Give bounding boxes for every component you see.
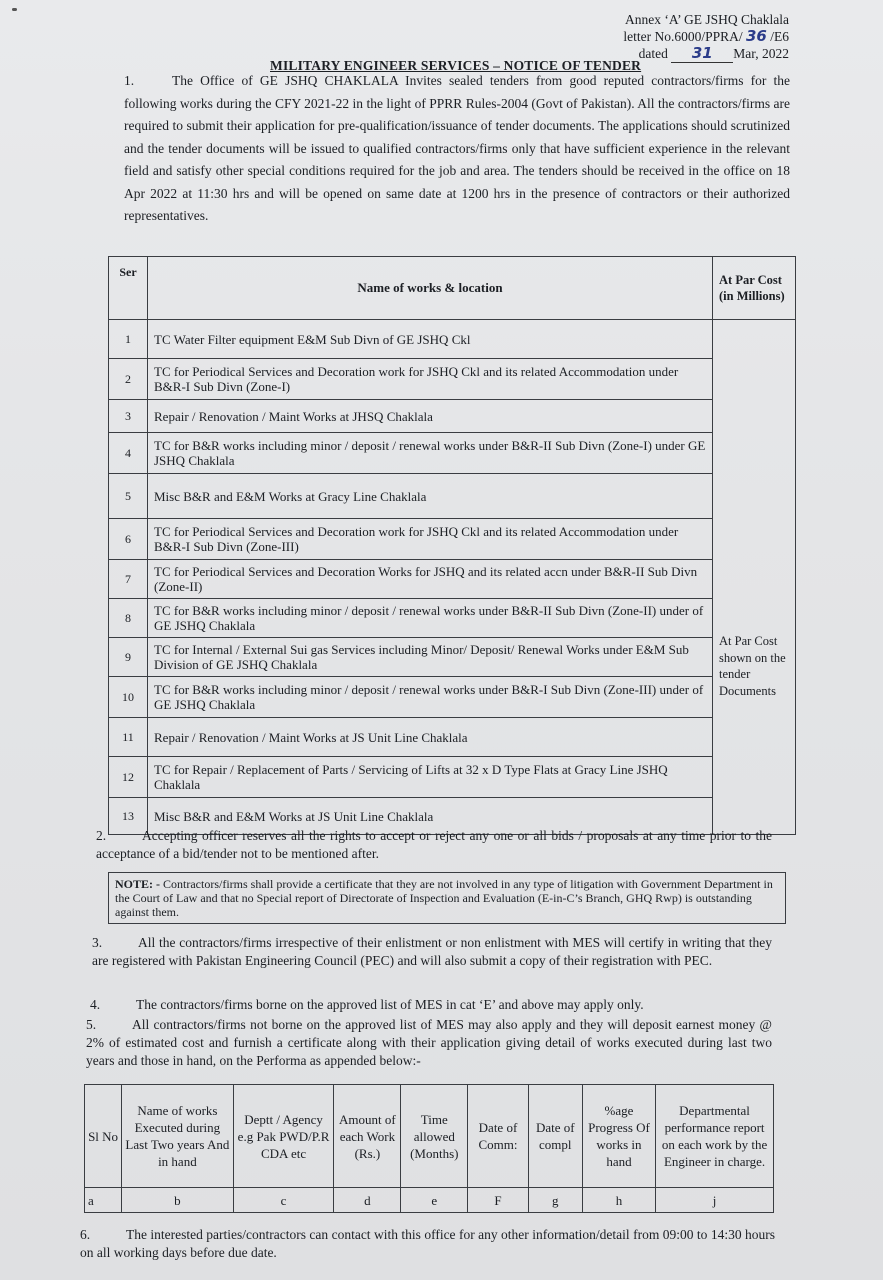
table-row: 10 TC for B&R works including minor / deposit / renewal works under B&R-I Sub Divn (Zone-III) under of GE JSHQ Chaklala: [109, 677, 796, 718]
works-table-header: [109, 257, 796, 320]
performa-header-row: Sl No Name of works Executed during Last Two years And in hand Deptt / Agency e.g Pak PWD/P.R CDA etc Amount of each Work (Rs.) Time allowed (Months) Date of Comm: Date of compl %age Progress Of works in hand Departmental performance report on each work by the Engineer in charge.: [85, 1085, 774, 1188]
paragraph-5: 5. All contractors/firms not borne on the approved list of MES may also apply and they will deposit earnest money @ 2% of estimated cost and furnish a certificate along with their application giving detail of works executed during last two years and those in hand, on the Performa as appended below:-: [86, 1017, 772, 1068]
header-cost: At Par Cost (in Millions): [713, 257, 796, 320]
note-box: NOTE: - Contractors/firms shall provide a certificate that they are not involved in any type of litigation with Government Department in the Court of Law and that no Special report of Directorate of Inspection and Evaluation (E-in-C’s Branch, GHQ Rwp) is outstanding against them.: [108, 872, 786, 924]
annex-line-2: letter No.6000/PPRA/ 36 /E6: [623, 27, 789, 45]
table-row: 4 TC for B&R works including minor / deposit / renewal works under B&R-II Sub Divn (Zone-I) under GE JSHQ Chaklala: [109, 433, 796, 474]
annex-line-1: Annex ‘A’ GE JSHQ Chaklala: [625, 12, 789, 27]
table-row: 6 TC for Periodical Services and Decoration work for JSHQ Ckl and its related Accommodation under B&R-I Sub Divn (Zone-III): [109, 519, 796, 560]
table-row: 13 Misc B&R and E&M Works at JS Unit Line Chaklala: [109, 798, 796, 835]
table-row: 9 TC for Internal / External Sui gas Services including Minor/ Deposit/ Renewal Works under E&M Sub Division of GE JSHQ Chaklala: [109, 638, 796, 677]
handwritten-date: 31: [691, 44, 713, 62]
table-row: 11 Repair / Renovation / Maint Works at JS Unit Line Chaklala: [109, 718, 796, 757]
paragraph-3: 3. All the contractors/firms irrespective of their enlistment or non enlistment with MES will certify in writing that they are registered with Pakistan Engineering Council (PEC) and will also submit a copy of their registration with PEC.: [92, 935, 772, 968]
annex-reference: [623, 12, 789, 63]
table-row: 5 Misc B&R and E&M Works at Gracy Line Chaklala: [109, 474, 796, 519]
header-name: Name of works & location: [148, 257, 713, 320]
table-row: 7 TC for Periodical Services and Decoration Works for JSHQ and its related accn under B&R-II Sub Divn (Zone-II): [109, 560, 796, 599]
table-row: 8 TC for B&R works including minor / deposit / renewal works under B&R-II Sub Divn (Zone-II) under of GE JSHQ Chaklala: [109, 599, 796, 638]
table-row: 1 TC Water Filter equipment E&M Sub Divn of GE JSHQ Ckl At Par Cost shown on the tender Documents: [109, 320, 796, 359]
paragraph-4: 4. The contractors/firms borne on the approved list of MES in cat ‘E’ and above may apply only.: [90, 997, 644, 1012]
page-title: MILITARY ENGINEER SERVICES – NOTICE OF TENDER: [270, 58, 642, 73]
paragraph-6: 6. The interested parties/contractors can contact with this office for any other information/detail from 09:00 to 14:30 hours on all working days before due date.: [80, 1227, 775, 1260]
performa-letters-row: a b c d e F g h j: [85, 1188, 774, 1213]
table-row: 2 TC for Periodical Services and Decoration work for JSHQ Ckl and its related Accommodation under B&R-I Sub Divn (Zone-I): [109, 359, 796, 400]
performa-table: [84, 1084, 774, 1213]
annex-line-3: dated 31 Mar, 2022: [638, 44, 789, 62]
cost-cell: At Par Cost shown on the tender Documents: [713, 320, 796, 835]
paragraph-1: 1. The Office of GE JSHQ CHAKLALA Invites sealed tenders from good reputed contractors/firms for the following works during the CFY 2021-22 in the light of PPRR Rules-2004 (Govt of Pakistan). All the contractors/firms are required to submit their application for pre-qualification/issuance of tender documents. The applications should scrutinized and the tender documents will be issued to qualified contractors/firms only that have sufficient experience in the relevant field and satisfy other special conditions required for the job and area. The tenders should be received in the office on 18 Apr 2022 at 11:30 hrs and will be opened on same date at 1200 hrs in the presence of contractors or their authorized representatives.: [124, 73, 790, 223]
handwritten-letter-number: 36: [746, 27, 767, 45]
scan-speck: [12, 8, 17, 11]
paragraph-2: 2. Accepting officer reserves all the rights to accept or reject any one or all bids / proposals at any time prior to the acceptance of a bid/tender not to be mentioned after.: [96, 828, 772, 861]
works-table: [108, 256, 796, 835]
note-label: NOTE: -: [115, 877, 160, 891]
table-row: 12 TC for Repair / Replacement of Parts / Servicing of Lifts at 32 x D Type Flats at Gracy Line JSHQ Chaklala: [109, 757, 796, 798]
table-row: 3 Repair / Renovation / Maint Works at JHSQ Chaklala: [109, 400, 796, 433]
header-ser: Ser: [109, 257, 148, 320]
